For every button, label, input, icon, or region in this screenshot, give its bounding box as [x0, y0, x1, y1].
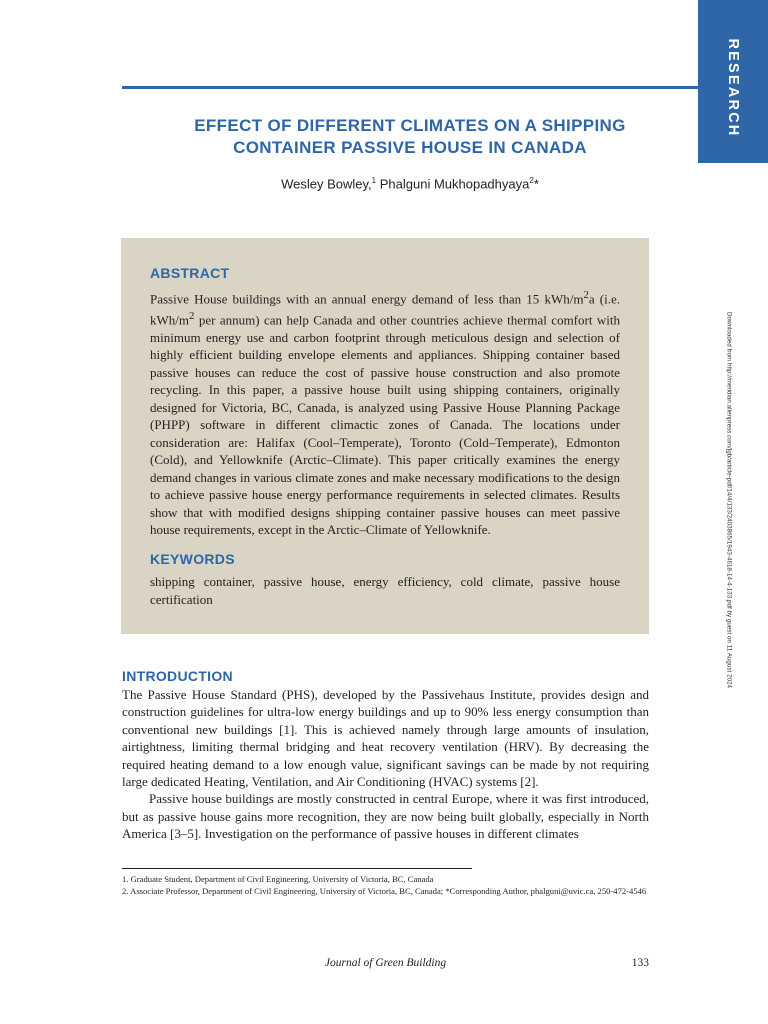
- section-tab: [698, 0, 768, 163]
- author-1-affiliation: 1: [371, 176, 377, 185]
- title-line-1: EFFECT OF DIFFERENT CLIMATES ON A SHIPPING: [194, 116, 626, 135]
- author-2-affiliation: 2: [529, 176, 534, 185]
- footnotes: [122, 874, 649, 897]
- introduction-body: [122, 686, 649, 843]
- keywords-body: shipping container, passive house, energy efficiency, cold climate, passive house certification: [150, 574, 620, 607]
- footnote-rule: [122, 868, 472, 869]
- abstract-text-part-3: per annum) can help Canada and other countries achieve thermal comfort with minimum energy use and carbon footprint through meticulous design and selection of highly efficient building envelope elements and appliances. Shipping container based passive houses can reduce the cost of passive house construction and also promote recycling. In this paper, a passive house built using shipping containers, originally designed for Victoria, BC, Canada, is analyzed using Passive House Planning Package (PHPP) software in different climactic zones of Canada. The locations under consideration are: Halifax (Cool–Temperate), Toronto (Cold–Temperate), Edmonton (Cold), and Yellowknife (Arctic–Climate). This paper critically examines the energy demand changes in various climate zones and make necessary modifications to the design to achieve passive house energy performance requirements in selected climates. Results show that with modified designs shipping container passive houses can meet passive house requirements, except in the Arctic–Climate of Yellowknife.: [150, 312, 620, 538]
- abstract-body: [150, 287, 620, 539]
- abstract-superscript-1: 2: [583, 289, 589, 301]
- abstract-superscript-2: 2: [189, 309, 195, 322]
- footnote-2: 2. Associate Professor, Department of Civil Engineering, University of Victoria, BC, Canada; *Corresponding Author, phalguni@uvic.ca, 250-472-4546: [122, 885, 647, 896]
- abstract-text-part-1: Passive House buildings with an annual energy demand of less than 15 kWh/m: [150, 291, 584, 307]
- author-2: Phalguni Mukhopadhyaya: [376, 176, 530, 192]
- corresponding-mark: *: [533, 176, 539, 192]
- introduction-paragraph-1: The Passive House Standard (PHS), developed by the Passivehaus Institute, provides design and construction guidelines for ultra-low energy buildings and up to 90% less energy consumption than conventional new buildings [1]. This is achieved namely through large amounts of insulation, airtightness, limiting thermal bridging and heat recovery ventilation (HRV). By decreasing the required heating demand to a low enough value, significant savings can be made by not requiring large dedicated Heating, Ventilation, and Air Conditioning (HVAC) systems [2].: [122, 687, 649, 790]
- page-number: 133: [631, 957, 649, 969]
- abstract-heading: ABSTRACT: [150, 265, 230, 281]
- author-1: Wesley Bowley,: [281, 176, 372, 192]
- abstract-text-part-2: a (i.e. kWh/m: [150, 291, 621, 328]
- download-notice: Downloaded from http://meridian.allenpress.com/jgb/article-pdf/14/4/133/2403865/1943-4618-14-4-133.pdf by guest on 11 August 2024: [725, 311, 733, 689]
- keywords-heading: KEYWORDS: [150, 551, 235, 567]
- introduction-heading: INTRODUCTION: [122, 668, 233, 684]
- journal-name: Journal of Green Building: [324, 957, 447, 969]
- footnote-1: 1. Graduate Student, Department of Civil Engineering, University of Victoria, BC, Canada: [122, 874, 434, 884]
- author-line: [122, 176, 698, 191]
- introduction-paragraph-2: Passive house buildings are mostly constructed in central Europe, where it was first introduced, but as passive house gains more recognition, they are now being built globally, especially in North America [3–5]. Investigation on the performance of passive houses in different climates: [122, 791, 649, 842]
- paper-title: [122, 115, 698, 159]
- section-tab-label: RESEARCH: [725, 38, 741, 138]
- title-line-2: CONTAINER PASSIVE HOUSE IN CANADA: [233, 138, 587, 157]
- header-rule: [122, 86, 698, 89]
